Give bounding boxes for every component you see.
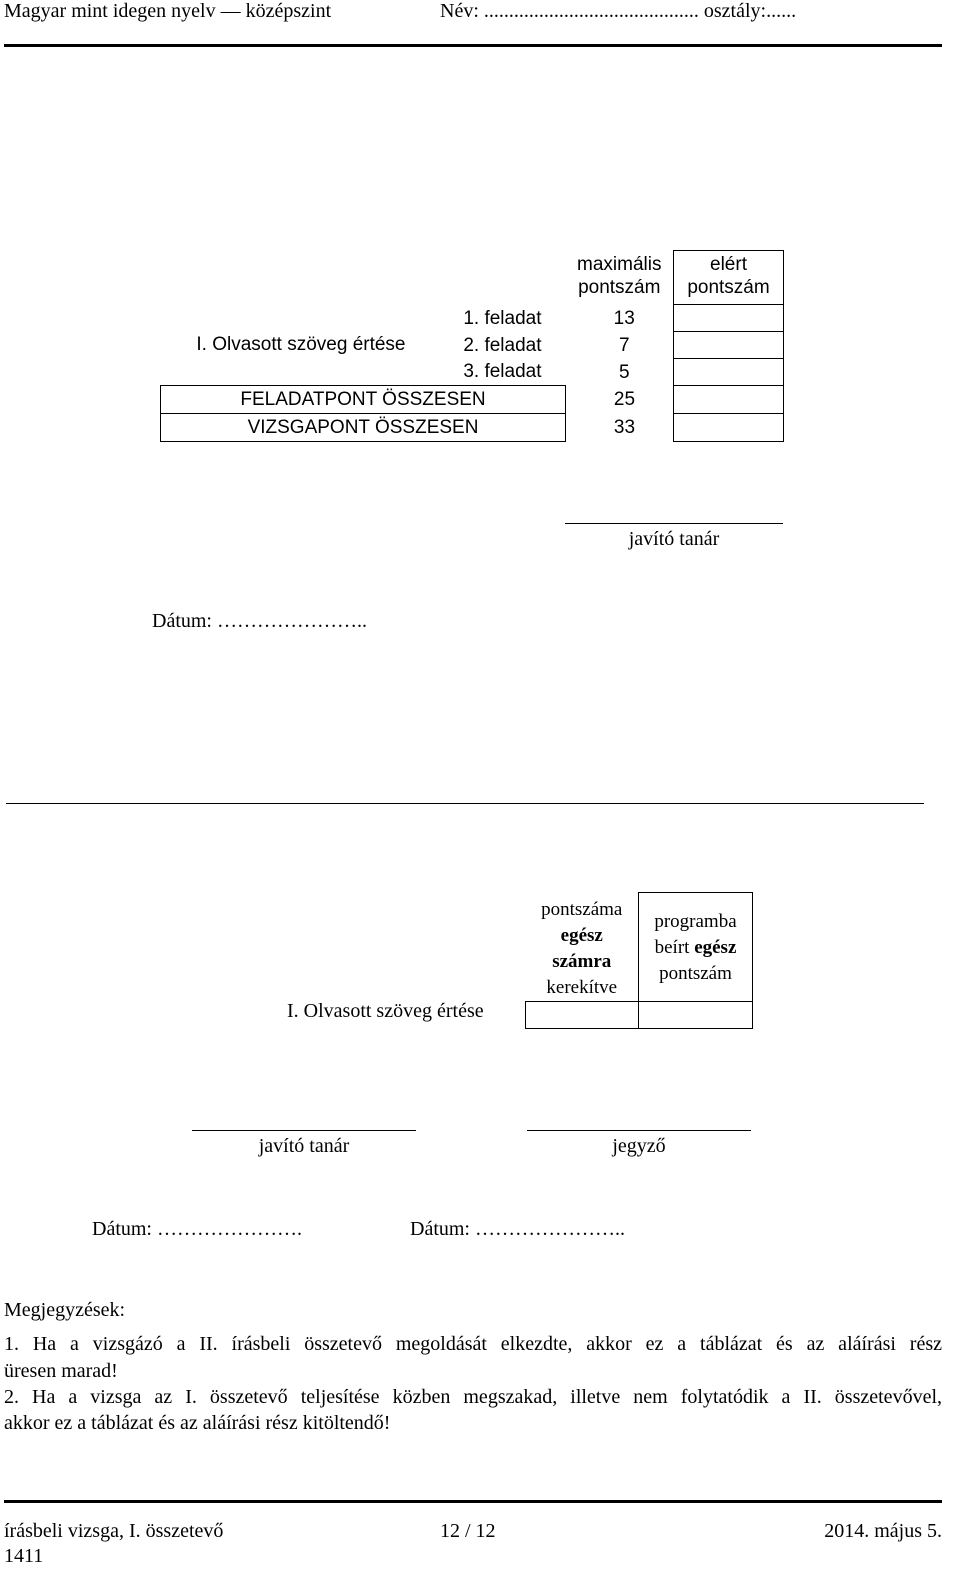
feladatpont-total-max: 25 [613,389,636,410]
section-label: I. Olvasott szöveg értése [196,334,406,356]
signature-line-right[interactable] [527,1130,751,1131]
program-score-cell[interactable] [639,1001,753,1028]
signature-label: javító tanár [628,528,720,550]
rounded-score-table [525,892,753,1029]
task-achieved-cell[interactable] [674,332,784,359]
score-table [160,250,784,442]
footer-code: 1411 [4,1545,44,1567]
col-header-max-line2: pontszám [578,276,661,298]
vizsgapont-total-achieved[interactable] [674,414,784,442]
footer-page-number: 12 / 12 [440,1520,496,1542]
col-header-achieved [674,251,784,305]
signature-label-right: jegyző [612,1135,666,1157]
header-right: Név: ........................................... osztály:...... [440,0,797,22]
rounded-header-line1: pontszáma [541,898,623,920]
rounded-header-line4: kerekítve [546,976,618,998]
rounded-score-header [526,893,639,1002]
signature-label-left: javító tanár [258,1135,350,1157]
col-header-max [566,251,674,305]
note-1-line-2: üresen marad! [4,1360,118,1382]
separator-line [6,803,924,804]
program-header-line2-b: egész [694,937,737,958]
task-max: 5 [618,361,630,383]
section-label-2: I. Olvasott szöveg értése [287,1000,484,1022]
header-left: Magyar mint idegen nyelv — középszint [4,0,332,22]
note-2-line-1: 2. Ha a vizsga az I. összetevő teljesítése közben megszakad, illetve nem folytatódik a II. összetevővel, [4,1386,942,1408]
rounded-score-cell[interactable] [526,1001,639,1028]
task-max: 7 [618,334,630,356]
task-label: 2. feladat [463,334,542,356]
notes-title: Megjegyzések: [4,1299,126,1321]
note-1-line-1: 1. Ha a vizsgázó a II. írásbeli összetevő megoldását elkezdte, akkor ez a táblázat és az aláírási rész [4,1333,942,1355]
vizsgapont-total-max: 33 [613,417,636,438]
program-score-header [639,893,753,1002]
feladatpont-total-achieved[interactable] [674,386,784,414]
task-achieved-cell[interactable] [674,305,784,332]
footer-date: 2014. május 5. [824,1520,942,1542]
col-header-achieved-line2: pontszám [687,277,770,298]
vizsgapont-total-label: VIZSGAPONT ÖSSZESEN [161,414,566,442]
program-header-line3: pontszám [659,963,732,984]
task-max: 13 [613,307,635,329]
col-header-achieved-line1: elért [710,254,747,275]
footer-rule [4,1500,942,1503]
program-header-line1: programba [654,911,737,932]
date-field-right[interactable]: Dátum: ………………….. [410,1218,625,1240]
program-header-line2-a: beírt [654,937,695,958]
program-header-line2 [639,935,752,961]
signature-line-left[interactable] [192,1130,416,1131]
rounded-header-line3: számra [552,950,612,972]
footer-left: írásbeli vizsga, I. összetevő [4,1520,224,1542]
date-field[interactable]: Dátum: ………………….. [152,610,367,632]
date-field-left[interactable]: Dátum: …………………. [92,1218,302,1240]
note-2-line-2: akkor ez a táblázat és az aláírási rész kitöltendő! [4,1412,391,1434]
header-rule [4,44,942,47]
task-label: 1. feladat [463,307,542,329]
task-label: 3. feladat [463,361,542,383]
signature-line[interactable] [565,523,783,524]
task-achieved-cell[interactable] [674,359,784,386]
rounded-header-line2: egész [560,924,603,946]
feladatpont-total-label: FELADATPONT ÖSSZESEN [161,386,566,414]
col-header-max-line1: maximális [577,253,662,275]
